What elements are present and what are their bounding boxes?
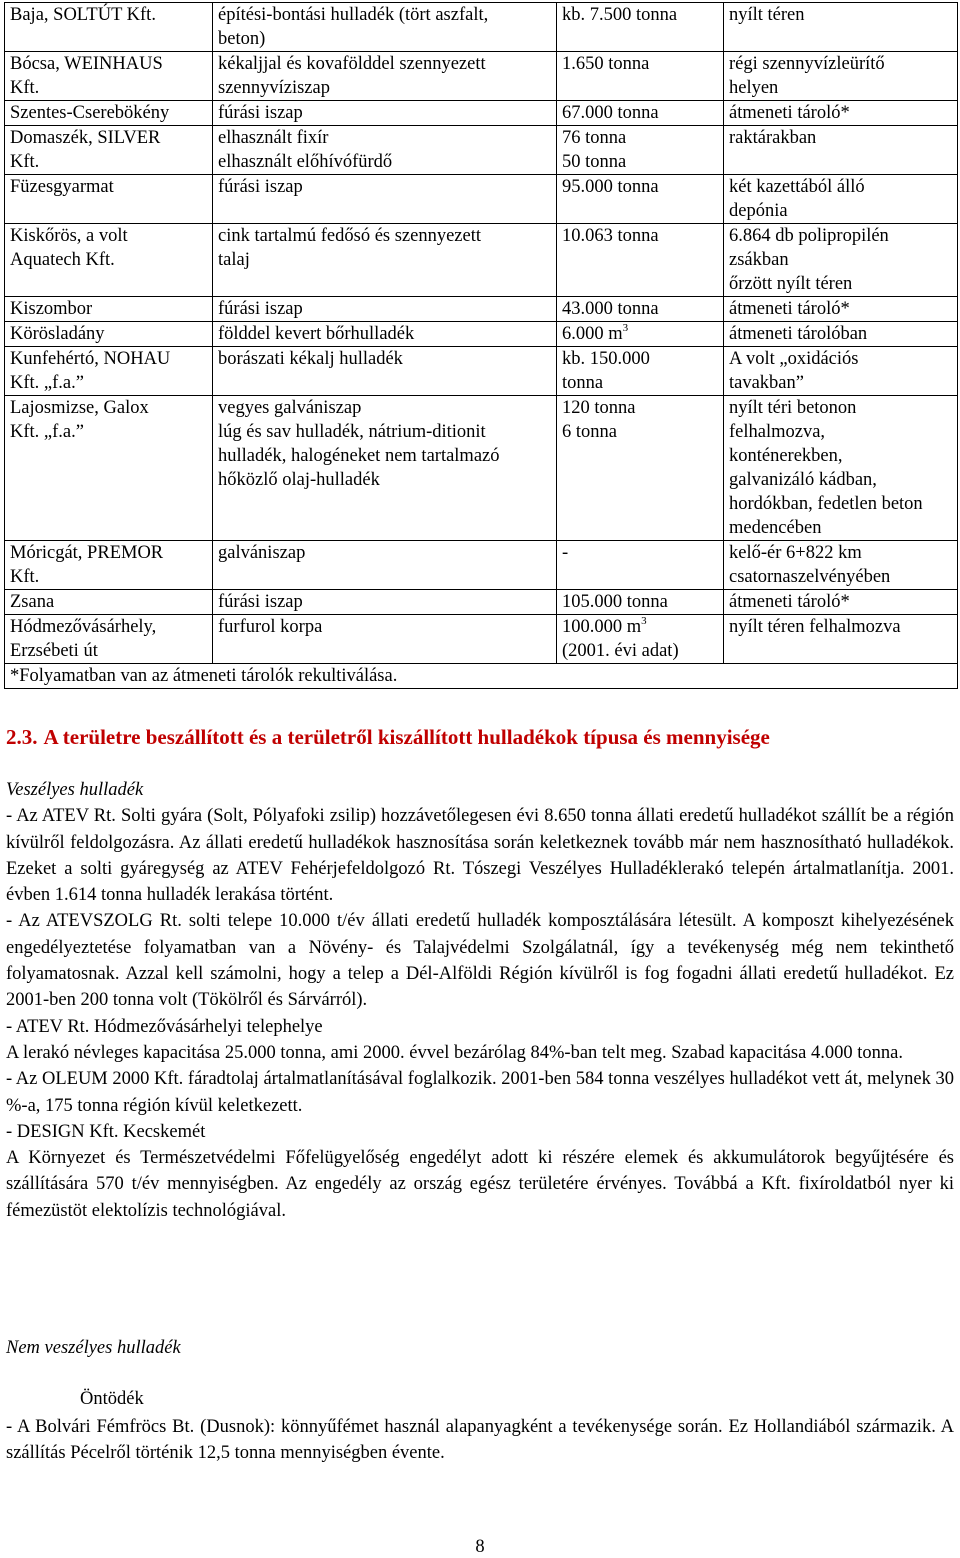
quantity-value: 1.650 tonna [562,54,650,74]
quantity-unit-superscript: 3 [641,615,647,627]
cell-storage: raktárakban [724,126,958,175]
quantity-value: 105.000 tonna [562,592,668,612]
cell-waste: cink tartalmú fedősó és szennyezett talaj [213,224,557,297]
quantity-note: (2001. évi adat) [562,641,679,661]
cell-storage: 6.864 db polipropilén zsákban őrzött nyílt téren [724,224,958,297]
paragraph-oleum: - Az OLEUM 2000 Kft. fáradtolaj ártalmatlanításával foglalkozik. 2001-ben 584 tonna veszélyes hulladékot vett át, melynek 30 %-a, 175 tonna régión kívül keletkezett. [6,1069,954,1116]
cell-waste: földdel kevert bőrhulladék [213,322,557,347]
table-footnote-row [5,664,958,689]
cell-place: Kunfehértó, NOHAU Kft. „f.a.” [5,347,213,396]
cell-place: Domaszék, SILVER Kft. [5,126,213,175]
cell-waste: fúrási iszap [213,590,557,615]
cell-quantity [557,396,724,541]
table-row [5,347,958,396]
hazardous-label: Veszélyes hulladék [6,780,144,800]
quantity-value: kb. 7.500 tonna [562,5,678,25]
cell-waste: furfurol korpa [213,615,557,664]
cell-storage: átmeneti tároló* [724,101,958,126]
table-row [5,126,958,175]
table-row [5,615,958,664]
paragraph-design: - DESIGN Kft. Kecskemét [6,1121,206,1142]
paragraph-capacity: A lerakó névleges kapacitása 25.000 tonna, ami 2000. évvel bezárólag 84%-ban telt meg. Szabad kapacitása 4.000 tonna. [6,1042,903,1063]
cell-storage: nyílt téri betonon felhalmozva, konténerekben, galvanizáló kádban, hordókban, fedetlen beton medencében [724,396,958,541]
waste-sites-table [4,2,958,689]
quantity-value: 6.000 m [562,324,623,344]
cell-waste: fúrási iszap [213,175,557,224]
cell-waste: borászati kékalj hulladék [213,347,557,396]
quantity-value: kb. 150.000 tonna [562,349,650,393]
nonhazardous-label-block [6,1335,954,1361]
table-row [5,52,958,101]
cell-place: Zsana [5,590,213,615]
cell-place: Füzesgyarmat [5,175,213,224]
cell-storage: átmeneti tároló* [724,297,958,322]
table-row [5,175,958,224]
quantity-value: 43.000 tonna [562,299,659,319]
section-heading [6,722,776,752]
cell-quantity [557,3,724,52]
foundries-label: Öntödék [80,1389,144,1409]
cell-quantity [557,101,724,126]
cell-quantity [557,52,724,101]
cell-quantity [557,126,724,175]
cell-place: Baja, SOLTÚT Kft. [5,3,213,52]
cell-place: Bócsa, WEINHAUS Kft. [5,52,213,101]
nonhazardous-section [6,1414,954,1467]
quantity-value: 67.000 tonna [562,103,659,123]
table-row [5,396,958,541]
cell-quantity [557,175,724,224]
cell-waste: elhasznált fixír elhasznált előhívófürdő [213,126,557,175]
table-row [5,541,958,590]
table-row [5,224,958,297]
cell-storage: átmeneti tároló* [724,590,958,615]
cell-place: Kiskőrös, a volt Aquatech Kft. [5,224,213,297]
paragraph-atev-solt: - Az ATEV Rt. Solti gyára (Solt, Pólyafoki zsilip) hozzávetőlegesen évi 8.650 tonna állati eredetű hulladékot szállít be a régión kívülről feldolgozásra. Az állati eredetű hulladékok hasznosítása során keletkeznek tovább már nem hasznosítható hulladékok. Ezeket a solti gyáregység az ATEV Fehérjefeldolgozó Rt. Tószegi Veszélyes Hulladéklerakó telepén ártalmatlanítja. 2001. évben 1.614 tonna hulladék lerakása történt. [6,806,954,906]
paragraph-design-details: A Környezet és Természetvédelmi Főfelügyelőség engedélyt adott ki részére elemek és akkumulátorok begyűjtésére és szállítására 570 t/év mennyiségben. Az engedély az ország egész területére érvényes. Továbbá a Kft. fixíroldatból nyer ki fémezüstöt elektolízis technológiával. [6,1148,954,1221]
page-number: 8 [475,1537,485,1557]
quantity-value: - [562,543,569,563]
paragraph-atevszolg: - Az ATEVSZOLG Rt. solti telepe 10.000 t/év állati eredetű hulladék komposztálására létesült. A komposzt kihelyezésének engedélyeztetése folyamatban van a Növény- és Talajvédelmi Szolgálatnál, így a tevékenység még nem tekinthető folyamatosnak. Azzal kell számolni, hogy a telep a Dél-Alföldi Régión kívülről is fog fogadni állati eredetű hulladékot. Ez 2001-ben 200 tonna volt (Tökölről és Sárvárról). [6,911,954,1011]
paragraph-atev-hodmezovasarhely: - ATEV Rt. Hódmezővásárhelyi telephelye [6,1016,323,1037]
hazardous-section [6,777,954,1224]
cell-waste: építési-bontási hulladék (tört aszfalt, beton) [213,3,557,52]
section-title: A területre beszállított és a területről kiszállított hulladékok típusa és mennyisége [43,725,770,749]
cell-quantity [557,322,724,347]
quantity-value: 120 tonna 6 tonna [562,398,636,442]
quantity-value: 10.063 tonna [562,226,659,246]
cell-waste: fúrási iszap [213,101,557,126]
quantity-value: 100.000 m [562,617,642,637]
cell-storage: átmeneti tárolóban [724,322,958,347]
cell-storage: régi szennyvízleürítő helyen [724,52,958,101]
cell-waste: fúrási iszap [213,297,557,322]
cell-storage: nyílt téren [724,3,958,52]
cell-place: Szentes-Cserebökény [5,101,213,126]
quantity-value: 95.000 tonna [562,177,659,197]
cell-storage: nyílt téren felhalmozva [724,615,958,664]
nonhazardous-label: Nem veszélyes hulladék [6,1338,181,1358]
table-row [5,3,958,52]
cell-waste: galvániszap [213,541,557,590]
cell-place: Lajosmizse, Galox Kft. „f.a.” [5,396,213,541]
cell-quantity [557,224,724,297]
table-footnote: *Folyamatban van az átmeneti tárolók rekultiválása. [5,664,958,689]
cell-waste: vegyes galvániszap lúg és sav hulladék, nátrium-ditionit hulladék, halogéneket nem tartalmazó hőközlő olaj-hulladék [213,396,557,541]
table-row [5,590,958,615]
table-row [5,322,958,347]
cell-place: Hódmezővásárhely, Erzsébeti út [5,615,213,664]
paragraph-bolvari: - A Bolvári Fémfröcs Bt. (Dusnok): könnyűfémet használ alapanyagként a tevékenysége során. Ez Hollandiából származik. A szállítás Pécelről történik 12,5 tonna mennyiségben évente. [6,1417,954,1464]
cell-quantity [557,590,724,615]
cell-place: Móricgát, PREMOR Kft. [5,541,213,590]
cell-place: Kiszombor [5,297,213,322]
cell-quantity [557,347,724,396]
cell-quantity [557,297,724,322]
table-row [5,297,958,322]
section-number: 2.3. [6,725,38,749]
table-row [5,101,958,126]
cell-quantity [557,615,724,664]
quantity-unit-superscript: 3 [622,322,629,334]
cell-quantity [557,541,724,590]
cell-storage: kelő-ér 6+822 km csatornaszelvényében [724,541,958,590]
quantity-value: 76 tonna 50 tonna [562,128,627,172]
cell-storage: A volt „oxidációs tavakban” [724,347,958,396]
cell-place: Körösladány [5,322,213,347]
cell-storage: két kazettából álló depónia [724,175,958,224]
cell-waste: kékaljjal és kovafölddel szennyezett szennyvíziszap [213,52,557,101]
